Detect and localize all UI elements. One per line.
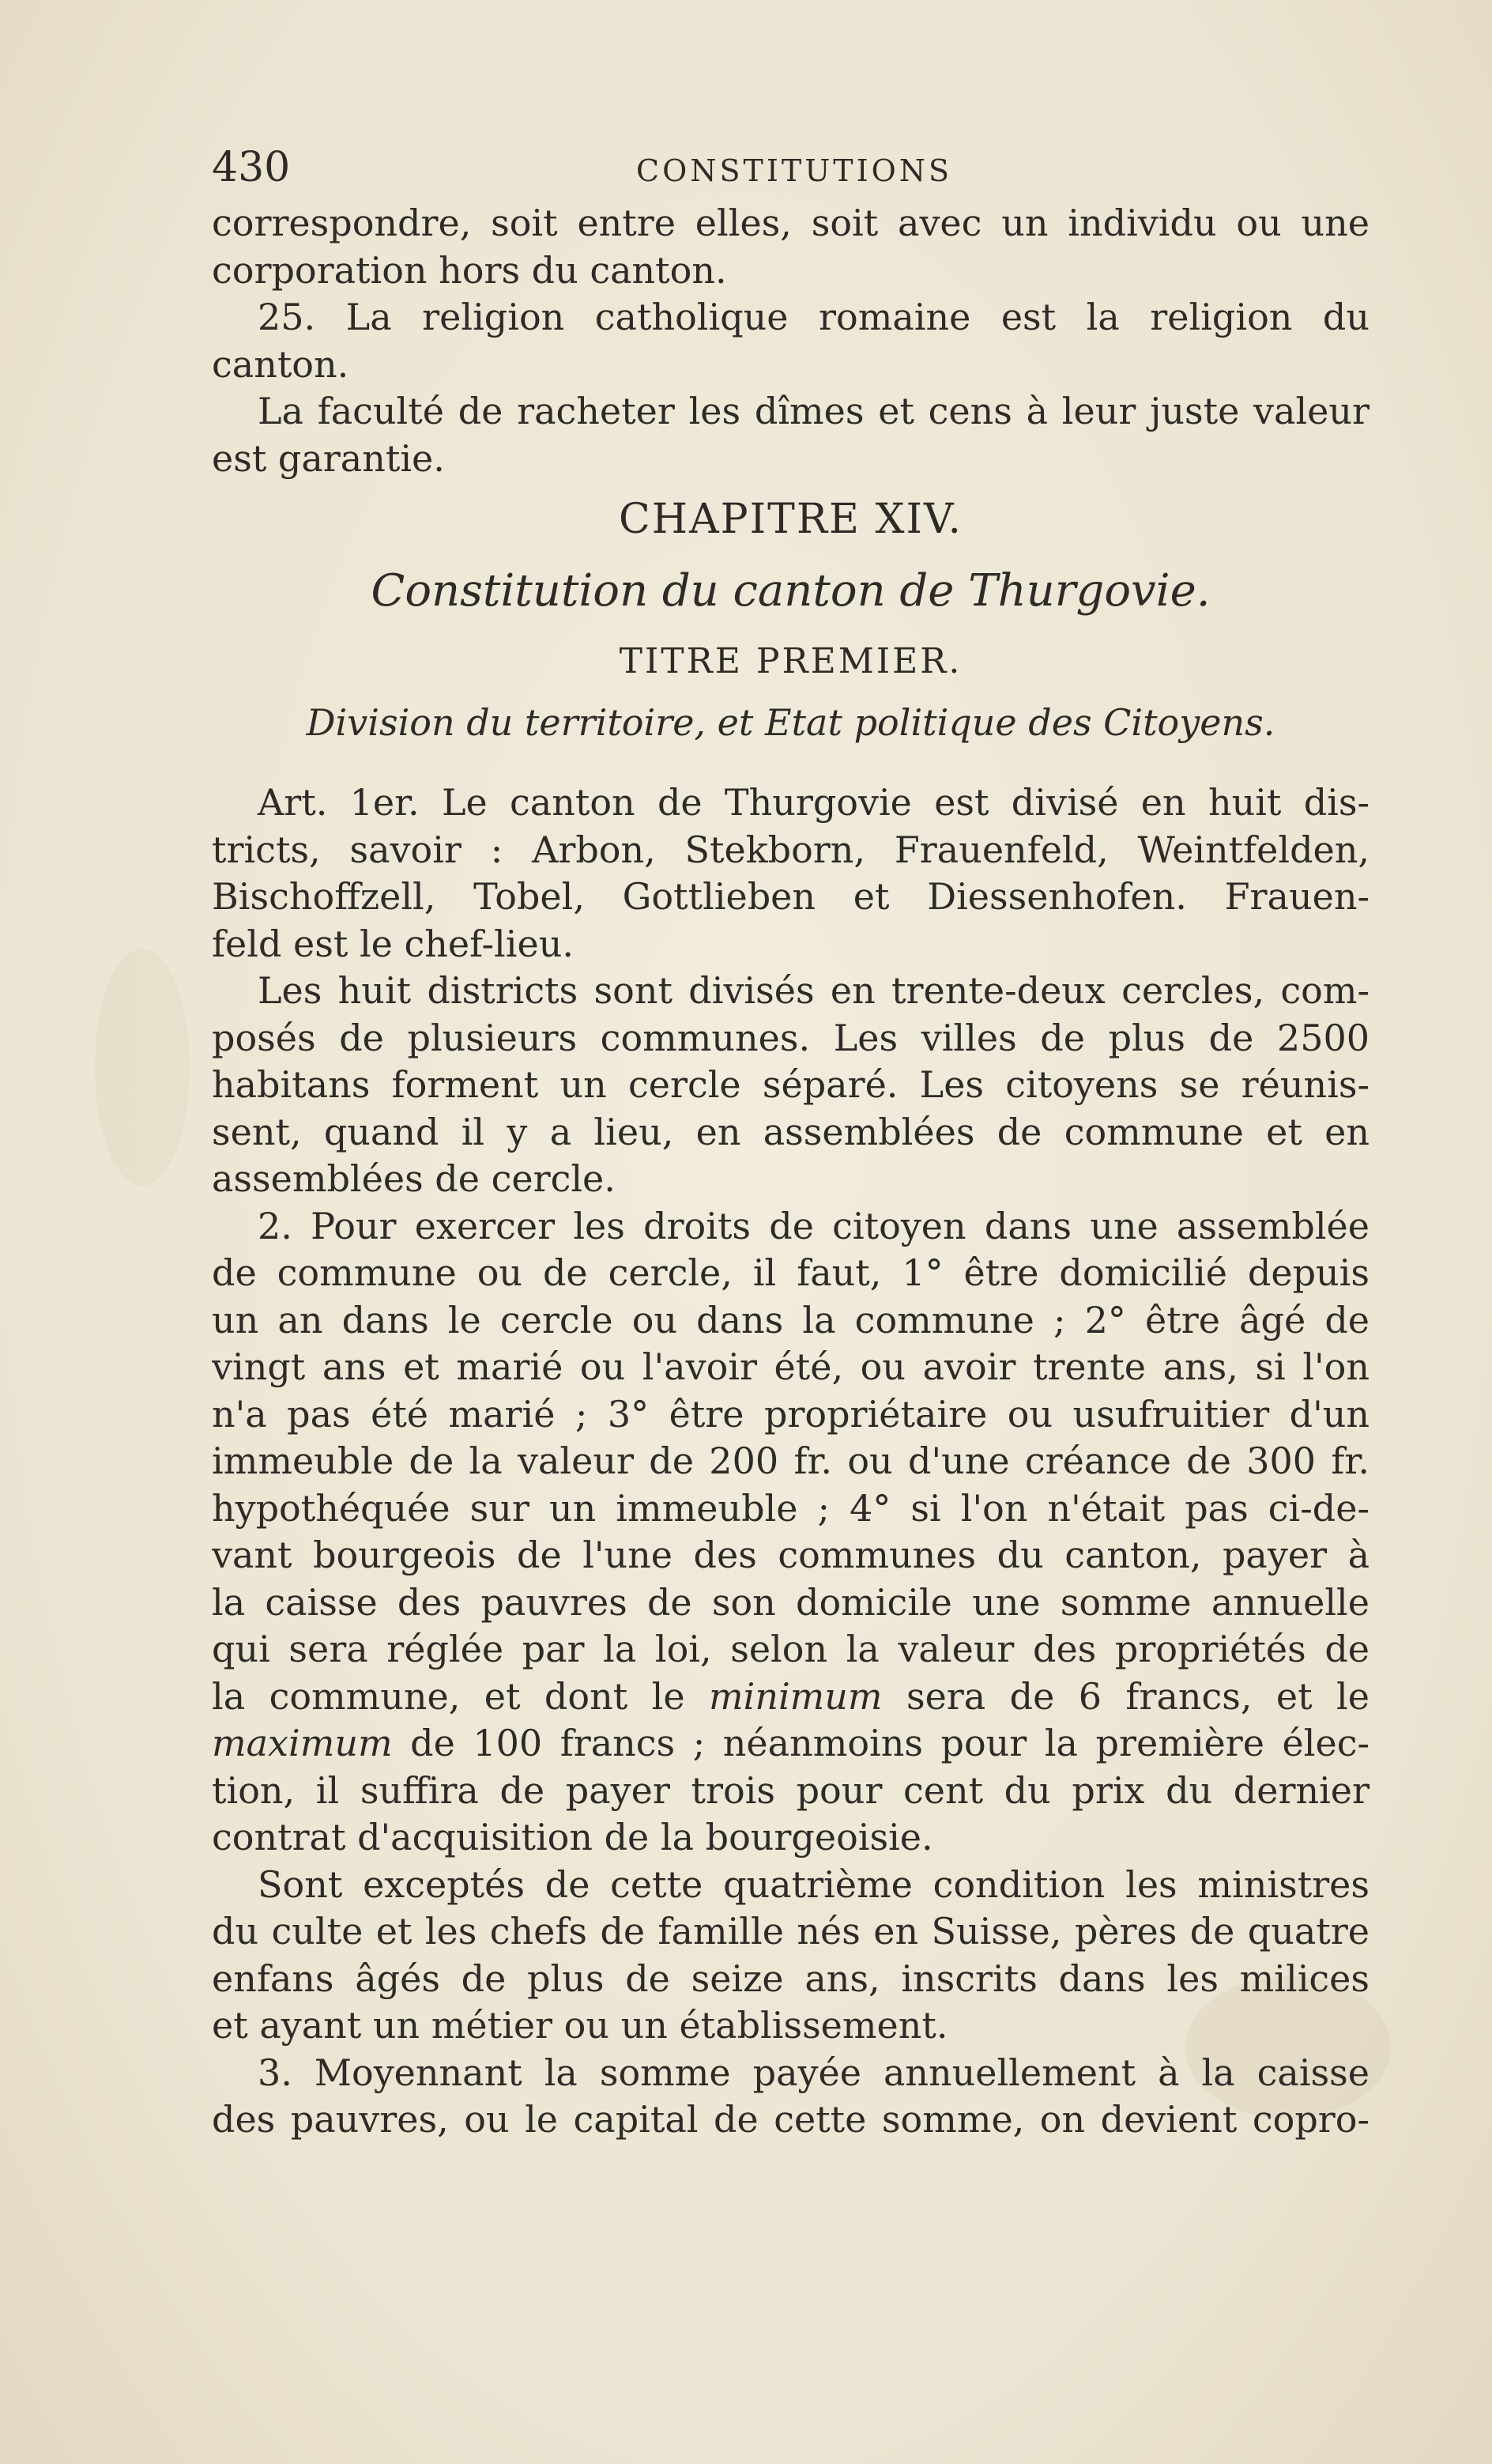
text-line: et ayant un métier ou un établissement. [212,2004,948,2047]
districts-paragraph [212,968,1370,1203]
text-line: sent, quand il y a lieu, en assemblées de commune et en [212,1110,1370,1153]
chapter-heading: CHAPITRE XIV. [618,496,963,543]
text-line: tion, il suffira de payer trois pour cent du prix du dernier [212,1768,1370,1812]
article-1 [212,779,1370,968]
paper-stain [95,949,190,1186]
text-line: corporation hors du canton. [212,248,727,292]
text-line: 3. Moyennant la somme payée annuellement à la caisse [258,2051,1370,2094]
text-line: 2. Pour exercer les droits de citoyen dans une assemblée [258,1204,1370,1247]
text-line: assemblées de cercle. [212,1157,616,1200]
titre-subtitle: Division du territoire, et Etat politique des Citoyens. [306,700,1275,744]
text-line: qui sera réglée par la loi, selon la valeur des propriétés de [212,1628,1370,1670]
text-line: vingt ans et marié ou l'avoir été, ou avoir trente ans, si l'on [212,1345,1370,1388]
text-line: un an dans le cercle ou dans la commune ; 2° être âgé de [212,1298,1370,1341]
text-line [212,1673,1370,1721]
text-line: habitans forment un cercle séparé. Les citoyens se réunis- [212,1063,1370,1106]
text-line: n'a pas été marié ; 3° être propriétaire ou usufruitier d'un [212,1392,1370,1436]
text-run: sera de 6 francs, et le [882,1674,1370,1718]
text-line: contrat d'acquisition de la bourgeoisie. [212,1816,933,1858]
article-3 [212,2050,1370,2144]
text-line: feld est le chef-lieu. [212,922,574,965]
titre-heading: TITRE PREMIER. [619,641,963,681]
text-line: canton. [212,342,349,386]
text-line: Bischoffzell, Tobel, Gottlieben et Diessenhofen. Frauen- [212,875,1370,918]
text-line: vant bourgeois de l'une des communes du canton, payer à [212,1534,1370,1576]
text-line: 25. La religion catholique romaine est la religion du [258,296,1370,338]
page-text [212,138,1370,2144]
text-line: la caisse des pauvres de son domicile une somme annuelle [212,1580,1370,1624]
running-head: CONSTITUTIONS [636,153,953,188]
emphasis: maximum [212,1722,393,1764]
text-line: hypothéquée sur un immeuble ; 4° si l'on n'était pas ci-de- [212,1486,1370,1530]
text-line: du culte et les chefs de famille nés en Suisse, pères de quatre [212,1910,1370,1953]
article-25 [212,294,1370,388]
text-line [212,1720,1370,1768]
text-line: immeuble de la valeur de 200 fr. ou d'une créance de 300 fr. [212,1440,1370,1482]
text-line: de commune ou de cercle, il faut, 1° être domicilié depuis [212,1251,1370,1294]
page-header [212,138,1370,200]
text-line: des pauvres, ou le capital de cette somme, on devient copro- [212,2098,1370,2141]
text-line: Art. 1er. Le canton de Thurgovie est divisé en huit dis- [258,781,1370,824]
text-line: posés de plusieurs communes. Les villes de plus de 2500 [212,1016,1370,1059]
text-line: est garantie. [212,436,445,480]
page-number: 430 [212,144,291,191]
text-line: correspondre, soit entre elles, soit avec un individu ou une [212,202,1370,244]
text-line: Sont exceptés de cette quatrième condition les ministres [258,1862,1370,1906]
intro-paragraph [212,200,1370,294]
text-run: de 100 francs ; néanmoins pour la première élec- [392,1722,1370,1764]
text-line: enfans âgés de plus de seize ans, inscrits dans les milices [212,1956,1370,2000]
dimes-paragraph [212,388,1370,482]
emphasis: minimum [708,1674,883,1718]
article-2 [212,1203,1370,1862]
constitution-title: Constitution du canton de Thurgovie. [371,564,1211,617]
text-line: tricts, savoir : Arbon, Stekborn, Frauenfeld, Weintfelden, [212,828,1370,871]
text-line: La faculté de racheter les dîmes et cens à leur juste valeur [258,390,1370,432]
text-run: la commune, et dont le [212,1674,709,1718]
exceptions-paragraph [212,1862,1370,2050]
text-line: Les huit districts sont divisés en trente-deux cercles, com- [258,969,1370,1012]
